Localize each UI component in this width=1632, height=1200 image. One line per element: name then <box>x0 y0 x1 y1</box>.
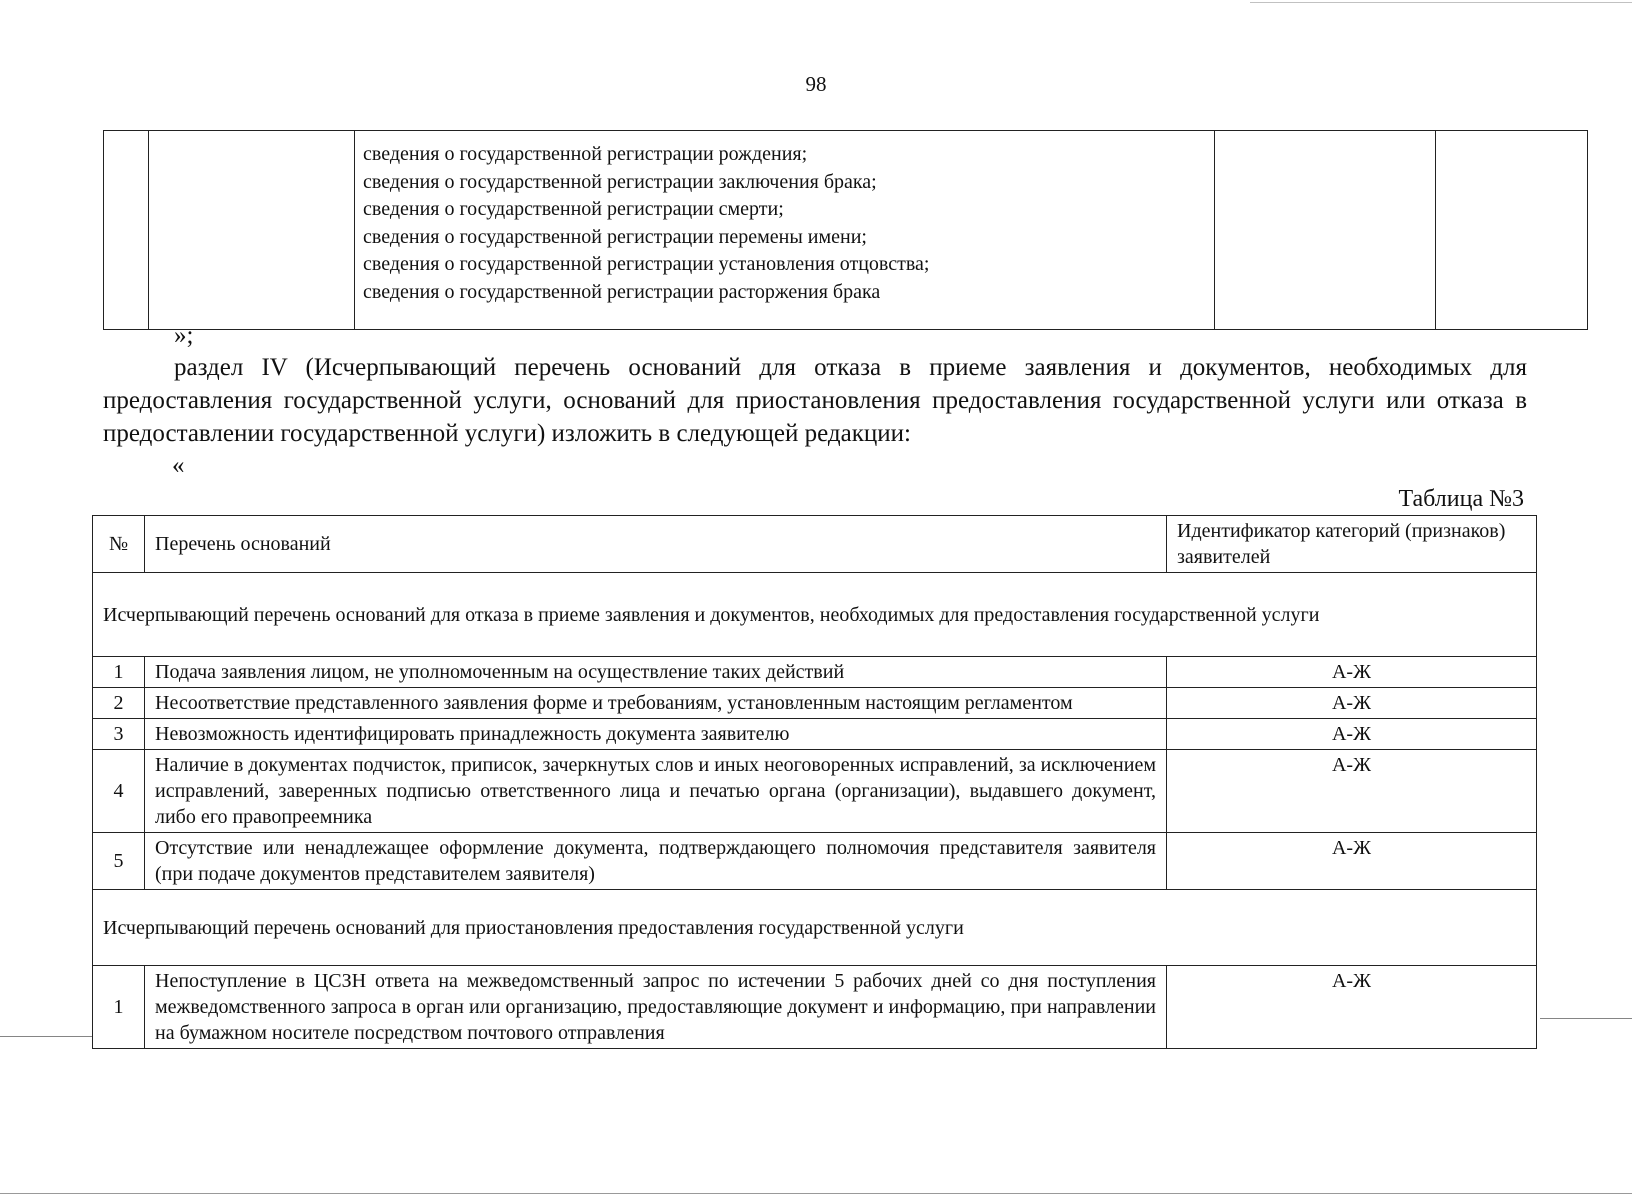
header-num: № <box>93 516 145 573</box>
list-item: сведения о государственной регистрации расторжения брака <box>363 280 881 303</box>
row-category: А-Ж <box>1167 833 1537 890</box>
table-cell <box>1436 131 1588 330</box>
scan-artifact-line <box>1540 1018 1632 1019</box>
row-reason: Отсутствие или ненадлежащее оформление документа, подтверждающего полномочия представителя заявителя (при подаче документов представителем заявителя) <box>145 833 1167 890</box>
row-category: А-Ж <box>1167 657 1537 688</box>
table-cell <box>104 131 149 330</box>
registration-info-list <box>355 131 1215 330</box>
table-row <box>93 750 1537 833</box>
row-num: 3 <box>93 719 145 750</box>
scan-artifact-line <box>1250 2 1632 3</box>
section-title: Исчерпывающий перечень оснований для приостановления предоставления государственной услуги <box>93 890 1537 966</box>
table-row <box>93 966 1537 1049</box>
list-item: сведения о государственной регистрации рождения; <box>363 143 808 165</box>
grounds-table <box>92 515 1537 1049</box>
row-reason: Несоответствие представленного заявления форме и требованиям, установленным настоящим регламентом <box>145 688 1167 719</box>
section-heading-row <box>93 890 1537 966</box>
scan-artifact-line <box>0 1036 92 1037</box>
row-num: 4 <box>93 750 145 833</box>
body-paragraph: раздел IV (Исчерпывающий перечень оснований для отказа в приеме заявления и документов, необходимых для предоставления государственной услуги, оснований для приостановления предоставления государственной услуги или отказа в предоставлении государственной услуги) изложить в следующей редакции: <box>103 354 1527 447</box>
list-item: сведения о государственной регистрации установления отцовства; <box>363 253 930 275</box>
table-caption: Таблица №3 <box>1398 486 1524 512</box>
list-item: сведения о государственной регистрации перемены имени; <box>363 225 867 248</box>
row-category: А-Ж <box>1167 966 1537 1049</box>
scan-artifact-line <box>0 1193 1632 1194</box>
table-row <box>104 131 1588 330</box>
opening-quote: « <box>172 452 185 479</box>
row-category: А-Ж <box>1167 750 1537 833</box>
table-row <box>93 657 1537 688</box>
header-category: Идентификатор категорий (признаков) заявителей <box>1167 516 1537 573</box>
table-cell <box>1215 131 1436 330</box>
table-header-row <box>93 516 1537 573</box>
row-reason: Подача заявления лицом, не уполномоченным на осуществление таких действий <box>145 657 1167 688</box>
table-cell <box>149 131 355 330</box>
header-reasons: Перечень оснований <box>145 516 1167 573</box>
row-num: 5 <box>93 833 145 890</box>
row-reason: Непоступление в ЦСЗН ответа на межведомственный запрос по истечении 5 рабочих дней со дня поступления межведомственного запроса в орган или организацию, предоставляющие документ и информацию, при направлении на бумажном носителе посредством почтового отправления <box>145 966 1167 1049</box>
row-category: А-Ж <box>1167 719 1537 750</box>
table-row <box>93 719 1537 750</box>
row-reason: Невозможность идентифицировать принадлежность документа заявителю <box>145 719 1167 750</box>
closing-quote: »; <box>174 322 194 349</box>
list-item: сведения о государственной регистрации смерти; <box>363 198 784 220</box>
row-num: 2 <box>93 688 145 719</box>
row-reason: Наличие в документах подчисток, приписок, зачеркнутых слов и иных неоговоренных исправлений, за исключением исправлений, заверенных подписью ответственного лица и печатью органа (организации), выдавшего документ, либо его правопреемника <box>145 750 1167 833</box>
list-item: сведения о государственной регистрации заключения брака; <box>363 170 877 193</box>
continuation-table <box>103 130 1588 330</box>
section-title: Исчерпывающий перечень оснований для отказа в приеме заявления и документов, необходимых для предоставления государственной услуги <box>93 573 1537 657</box>
row-num: 1 <box>93 657 145 688</box>
table-row <box>93 833 1537 890</box>
section-heading-row <box>93 573 1537 657</box>
row-category: А-Ж <box>1167 688 1537 719</box>
table-row <box>93 688 1537 719</box>
row-num: 1 <box>93 966 145 1049</box>
page-number: 98 <box>805 72 827 96</box>
